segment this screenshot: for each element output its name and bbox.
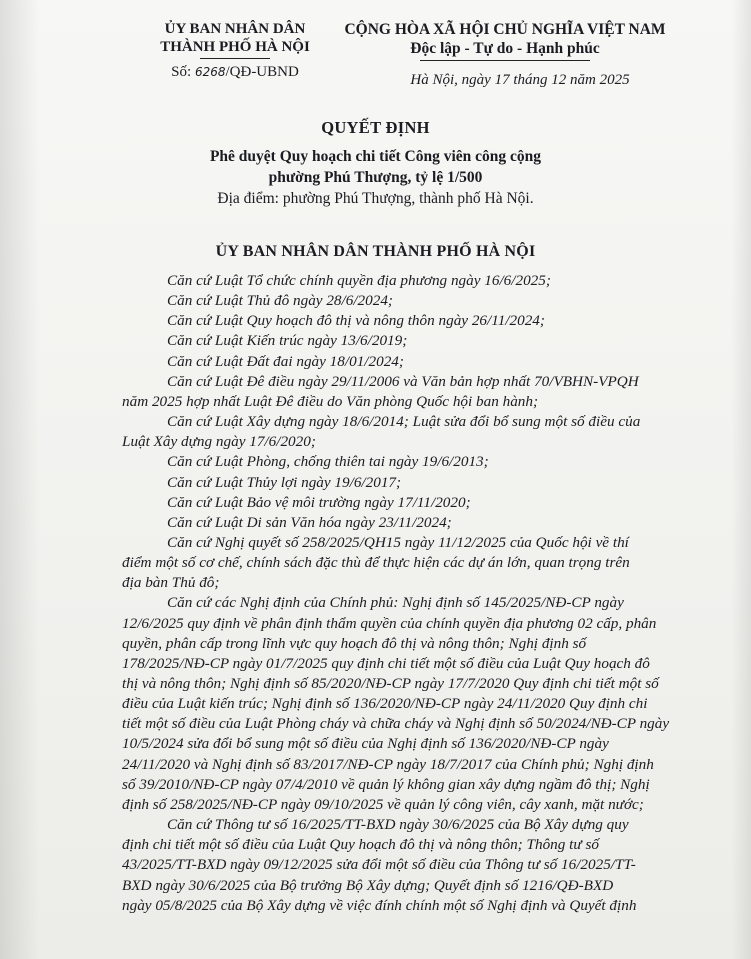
decision-title: QUYẾT ĐỊNH bbox=[321, 118, 430, 137]
document-number-prefix: Số: bbox=[171, 64, 195, 80]
body-line: 178/2025/NĐ-CP ngày 01/7/2025 quy định chi tiết một số điều của Luật Quy hoạch đô bbox=[122, 654, 650, 672]
national-motto: Độc lập - Tự do - Hạnh phúc bbox=[410, 40, 600, 57]
issuing-authority: ỦY BAN NHÂN DÂN THÀNH PHỐ HÀ NỘI bbox=[215, 243, 536, 260]
body-line: Luật Xây dựng ngày 17/6/2020; bbox=[122, 433, 316, 451]
national-title: CỘNG HÒA XÃ HỘI CHỦ NGHĨA VIỆT NAM bbox=[344, 21, 666, 38]
body-line: Căn cứ Luật Đê điều ngày 29/11/2006 và Văn bản hợp nhất 70/VBHN-VPQH bbox=[167, 372, 639, 390]
body-line: điều của Luật kiến trúc; Nghị định số 136/2020/NĐ-CP ngày 24/11/2020 Quy định chi bbox=[122, 695, 648, 713]
body-line: định số 258/2025/NĐ-CP ngày 09/10/2025 về quản lý công viên, cây xanh, mặt nước; bbox=[122, 795, 644, 813]
body-line: định chi tiết một số điều của Luật Quy hoạch đô thị và nông thôn; Thông tư số bbox=[122, 836, 599, 854]
body-line: thị và nông thôn; Nghị định số 85/2020/NĐ-CP ngày 17/7/2020 Quy định chi tiết một số bbox=[122, 675, 659, 692]
page-shadow-right bbox=[731, 0, 751, 959]
document-number-value: 6268 bbox=[194, 65, 226, 79]
issuer-underline bbox=[200, 58, 270, 59]
body-line: điểm một số cơ chế, chính sách đặc thù để thực hiện các dự án lớn, quan trọng trên bbox=[122, 554, 630, 572]
body-line: Căn cứ Luật Đất đai ngày 18/01/2024; bbox=[167, 352, 404, 370]
body-line: Căn cứ các Nghị định của Chính phủ: Nghị định số 145/2025/NĐ-CP ngày bbox=[167, 594, 624, 612]
document-number bbox=[135, 63, 335, 81]
body-line: Căn cứ Luật Di sản Văn hóa ngày 23/11/2024; bbox=[167, 513, 452, 531]
issuer-line-1: ỦY BAN NHÂN DÂN bbox=[164, 21, 306, 37]
body-line: ngày 05/8/2025 của Bộ Xây dựng về việc đính chính một số Nghị định và Quyết định bbox=[122, 896, 637, 914]
motto-underline bbox=[420, 60, 590, 61]
body-line: quyền, phân cấp trong lĩnh vực quy hoạch đô thị và nông thôn; Nghị định số bbox=[122, 634, 587, 652]
issuer-header bbox=[135, 20, 335, 81]
decision-subject-line-2: phường Phú Thượng, tỷ lệ 1/500 bbox=[268, 169, 483, 186]
body-line: Căn cứ Luật Kiến trúc ngày 13/6/2019; bbox=[167, 332, 408, 350]
body-line: địa bàn Thủ đô; bbox=[122, 574, 220, 592]
body-line: số 39/2010/NĐ-CP ngày 07/4/2010 về quản lý không gian xây dựng ngầm đô thị; Nghị bbox=[122, 775, 650, 793]
body-line: 12/6/2025 quy định về phân định thẩm quyền của chính quyền địa phương 02 cấp, phân bbox=[122, 614, 657, 632]
document-number-suffix: /QĐ-UBND bbox=[225, 64, 299, 80]
body-line: Căn cứ Luật Xây dựng ngày 18/6/2014; Luật sửa đổi bổ sung một số điều của bbox=[167, 413, 641, 431]
body-line: Căn cứ Luật Bảo vệ môi trường ngày 17/11/2020; bbox=[167, 493, 471, 511]
body-line: 24/11/2020 và Nghị định số 83/2017/NĐ-CP ngày 18/7/2017 của Chính phủ; Nghị định bbox=[122, 755, 654, 773]
body-line: 10/5/2024 sửa đổi bổ sung một số điều của Nghị định số 136/2020/NĐ-CP ngày bbox=[122, 735, 609, 753]
issue-date: Hà Nội, ngày 17 tháng 12 năm 2025 bbox=[410, 72, 630, 88]
decision-subject-line-1: Phê duyệt Quy hoạch chi tiết Công viên công cộng bbox=[209, 148, 542, 165]
page-shadow-left bbox=[0, 0, 40, 959]
issuer-line-2: THÀNH PHỐ HÀ NỘI bbox=[160, 39, 310, 55]
body-line: BXD ngày 30/6/2025 của Bộ trưởng Bộ Xây dựng; Quyết định số 1216/QĐ-BXD bbox=[122, 876, 614, 894]
body-line: Căn cứ Luật Thủ đô ngày 28/6/2024; bbox=[167, 292, 393, 310]
body-line: tiết một số điều của Luật Phòng cháy và chữa cháy và Nghị định số 50/2024/NĐ-CP ngày bbox=[122, 715, 670, 733]
body-line: Căn cứ Thông tư số 16/2025/TT-BXD ngày 30/6/2025 của Bộ Xây dựng quy bbox=[167, 816, 629, 834]
body-line: Căn cứ Luật Phòng, chống thiên tai ngày 19/6/2013; bbox=[167, 453, 489, 471]
body-line: Căn cứ Nghị quyết số 258/2025/QH15 ngày 11/12/2025 của Quốc hội về thí bbox=[167, 533, 629, 551]
body-line: năm 2025 hợp nhất Luật Đê điều do Văn phòng Quốc hội ban hành; bbox=[122, 392, 539, 410]
body-line: Căn cứ Luật Tổ chức chính quyền địa phương ngày 16/6/2025; bbox=[167, 272, 551, 289]
decision-location: Địa điểm: phường Phú Thượng, thành phố Hà Nội. bbox=[217, 190, 534, 207]
body-line: 43/2025/TT-BXD ngày 09/12/2025 sửa đổi một số điều của Thông tư số 16/2025/TT- bbox=[122, 856, 636, 874]
body-line: Căn cứ Luật Quy hoạch đô thị và nông thôn ngày 26/11/2024; bbox=[167, 312, 545, 330]
national-header bbox=[335, 20, 675, 90]
body-line: Căn cứ Luật Thủy lợi ngày 19/6/2017; bbox=[167, 473, 402, 491]
